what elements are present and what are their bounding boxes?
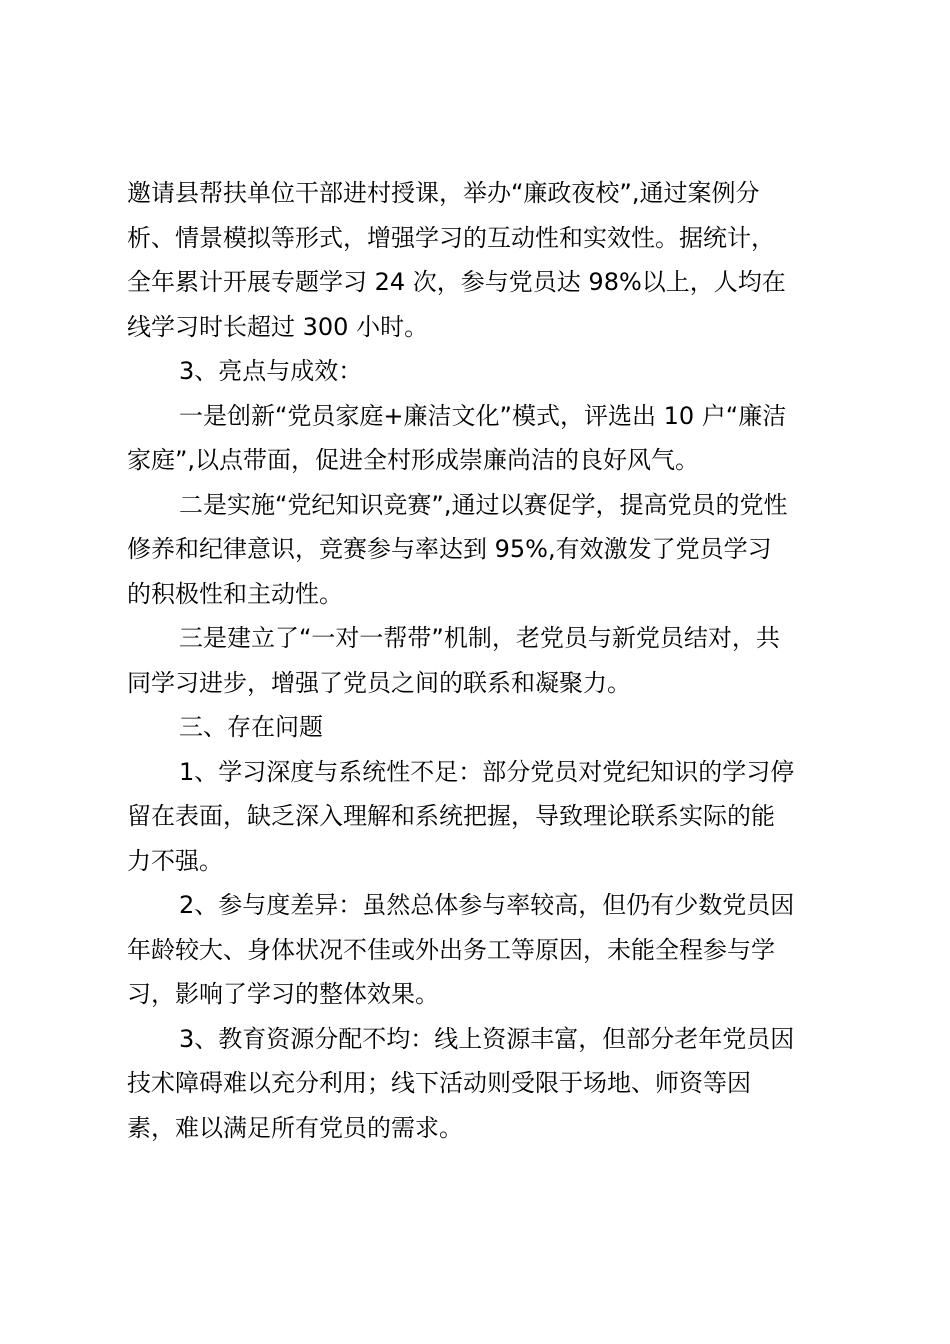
text-line: 二是实施“党纪知识竞赛”,通过以赛促学，提高党员的党性 [179, 490, 788, 519]
paragraph-highlight-two [127, 483, 833, 617]
section-heading-highlights [127, 349, 833, 394]
text-line: 3、教育资源分配不均：线上资源丰富，但部分老年党员因 [179, 1024, 795, 1053]
text-line: 三是建立了“一对一帮带”机制，老党员与新党员结对，共 [179, 624, 780, 652]
text-line: 邀请县帮扶单位干部进村授课，举办“廉政夜校”,通过案例分 [127, 179, 760, 207]
document-page [127, 171, 833, 1150]
text-line: 留在表面，缺乏深入理解和系统把握，导致理论联系实际的能 [127, 802, 775, 830]
text-line: 1、学习深度与系统性不足：部分党员对党纪知识的学习停 [179, 757, 795, 786]
paragraph-problem-three [127, 1017, 833, 1151]
paragraph-problem-two [127, 883, 833, 1017]
text-line: 同学习进步，增强了党员之间的联系和凝聚力。 [127, 668, 631, 697]
text-line: 习，影响了学习的整体效果。 [127, 980, 439, 1008]
text-line: 技术障碍难以充分利用；线下活动则受限于场地、师资等因 [127, 1069, 751, 1097]
paragraph-training-summary [127, 171, 833, 349]
text-line: 全年累计开展专题学习 24 次，参与党员达 98%以上，人均在 [127, 268, 786, 296]
text-line: 3、亮点与成效： [179, 357, 363, 385]
paragraph-highlight-one [127, 394, 833, 483]
text-line: 素，难以满足所有党员的需求。 [127, 1113, 463, 1142]
text-line: 三、存在问题 [179, 713, 323, 741]
paragraph-problem-one [127, 750, 833, 884]
paragraph-highlight-three [127, 616, 833, 705]
text-line: 的积极性和主动性。 [127, 579, 343, 608]
text-line: 力不强。 [127, 846, 223, 875]
text-line: 修养和纪律意识，竞赛参与率达到 95%,有效激发了党员学习 [127, 535, 772, 563]
text-line: 年龄较大、身体状况不佳或外出务工等原因，未能全程参与学 [127, 935, 775, 964]
text-line: 析、情景模拟等形式，增强学习的互动性和实效性。据统计， [127, 223, 775, 252]
section-heading-problems [127, 705, 833, 750]
text-line: 家庭”,以点带面，促进全村形成崇廉尚洁的良好风气。 [127, 446, 700, 474]
text-line: 线学习时长超过 300 小时。 [127, 312, 429, 341]
text-line: 一是创新“党员家庭+廉洁文化”模式，评选出 10 户“廉洁 [179, 401, 787, 430]
text-line: 2、参与度差异：虽然总体参与率较高，但仍有少数党员因 [179, 891, 795, 919]
